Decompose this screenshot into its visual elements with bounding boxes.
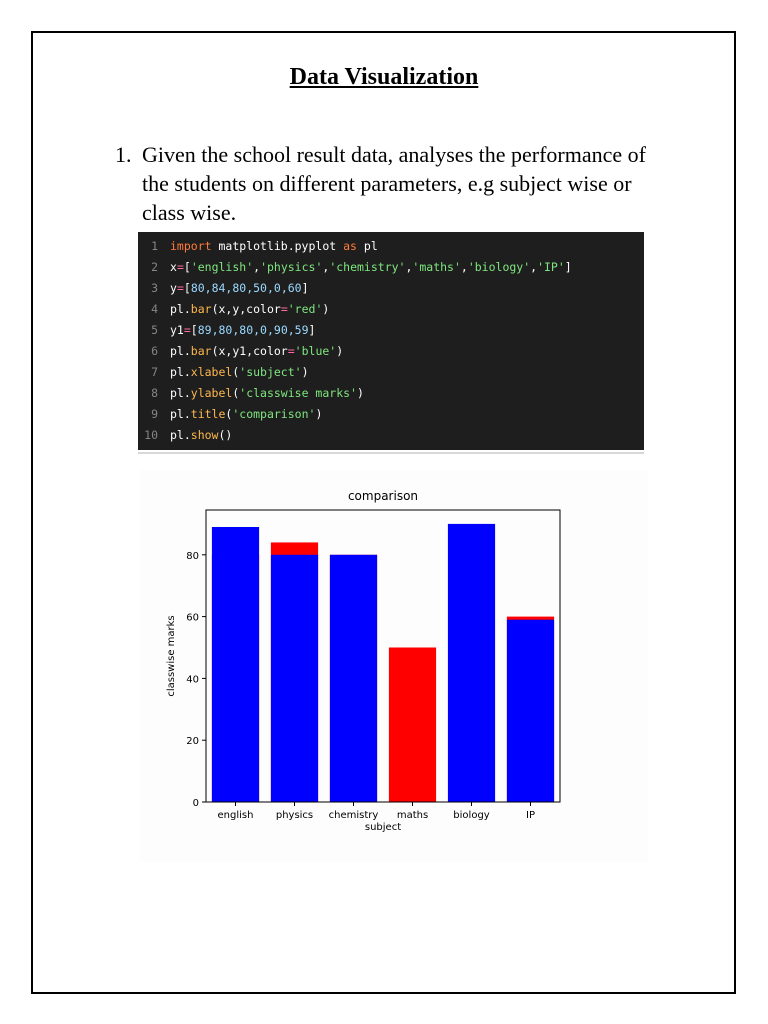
line-number: 9 <box>151 407 158 421</box>
chart-container <box>140 470 648 862</box>
page-title: Data Visualization <box>289 64 479 90</box>
divider <box>138 452 644 454</box>
code-token: x <box>170 260 177 274</box>
line-number: 8 <box>151 386 158 400</box>
code-line <box>138 404 644 425</box>
line-number: 5 <box>151 323 158 337</box>
line-number: 4 <box>151 302 158 316</box>
code-token: ( <box>232 386 240 400</box>
code-token: 'classwise marks' <box>239 386 357 400</box>
code-token: 'maths' <box>412 260 461 274</box>
code-token: ylabel <box>190 386 233 400</box>
code-token: pl. <box>170 407 191 421</box>
code-line <box>138 425 644 446</box>
y-tick-label: 40 <box>186 674 199 686</box>
code-token: ( <box>225 407 233 421</box>
code-token: ) <box>356 386 364 400</box>
code-token: pl. <box>170 386 191 400</box>
x-tick-label-chemistry: chemistry <box>328 810 379 821</box>
code-token: , <box>405 260 413 274</box>
code-line <box>138 320 644 341</box>
y-tick-label: 80 <box>186 550 199 562</box>
code-token: ) <box>322 302 330 316</box>
code-token: 'english' <box>190 260 254 274</box>
x-tick-label-biology: biology <box>453 810 490 821</box>
code-token: 'blue' <box>294 344 337 358</box>
code-token: = <box>280 302 288 316</box>
code-token: title <box>190 407 226 421</box>
code-token: (x,y1,color <box>211 344 288 358</box>
chart-title: comparison <box>347 489 419 503</box>
code-token: bar <box>190 344 212 358</box>
code-token: [ <box>190 323 198 337</box>
code-token: , <box>322 260 330 274</box>
code-token: 'red' <box>287 302 323 316</box>
code-token: () <box>218 428 233 442</box>
code-editor-panel <box>138 232 644 450</box>
bar-IP-series-2 <box>507 620 554 802</box>
bar-biology-series-2 <box>448 524 495 802</box>
line-number: 10 <box>144 428 158 442</box>
x-tick-label-physics: physics <box>275 810 314 821</box>
code-token: matplotlib.pyplot <box>211 239 344 253</box>
x-axis-label: subject <box>364 822 402 833</box>
code-token: 'chemistry' <box>329 260 406 274</box>
code-token: 'biology' <box>467 260 531 274</box>
code-token: = <box>176 281 184 295</box>
code-token: 'subject' <box>239 365 302 379</box>
code-token: = <box>287 344 295 358</box>
code-token: 'IP' <box>537 260 565 274</box>
code-token: , <box>530 260 538 274</box>
code-token: import <box>170 239 212 253</box>
bar-maths-series-1 <box>389 648 436 802</box>
code-token: 89,80,80,0,90,59 <box>197 323 309 337</box>
y-tick-label: 0 <box>192 798 199 809</box>
code-token: show <box>190 428 219 442</box>
code-token: [ <box>183 260 191 274</box>
line-number: 3 <box>151 281 158 295</box>
code-line <box>138 299 644 320</box>
y-axis-label: classwise marks <box>166 615 177 697</box>
question-item <box>115 140 675 227</box>
code-token: pl. <box>170 302 191 316</box>
x-tick-label-maths: maths <box>396 810 429 821</box>
code-token: y1 <box>170 323 184 337</box>
code-token: ] <box>564 260 572 274</box>
line-number: 2 <box>151 260 158 274</box>
code-token: = <box>183 323 191 337</box>
bar-chart <box>140 470 648 862</box>
code-line <box>138 341 644 362</box>
code-line <box>138 257 644 278</box>
code-line <box>138 278 644 299</box>
code-token: pl. <box>170 428 191 442</box>
code-token: 'comparison' <box>232 407 316 421</box>
bar-chemistry-series-2 <box>330 555 377 802</box>
code-line <box>138 236 644 257</box>
code-line <box>138 362 644 383</box>
question-number: 1. <box>115 142 132 167</box>
y-tick-label: 60 <box>186 612 199 624</box>
line-number: 1 <box>151 239 158 253</box>
code-line <box>138 383 644 404</box>
code-token: xlabel <box>190 365 233 379</box>
code-token: bar <box>190 302 212 316</box>
y-tick-label: 20 <box>186 736 199 748</box>
bar-english-series-2 <box>212 527 259 802</box>
code-token: pl. <box>170 365 191 379</box>
question-text: Given the school result data, analyses the performance of the students on different parameters, e.g subject wise or class wise. <box>142 142 646 225</box>
code-token: ) <box>301 365 309 379</box>
code-token: ( <box>232 365 240 379</box>
code-token: ) <box>336 344 344 358</box>
code-token: = <box>176 260 184 274</box>
code-token: ] <box>301 281 309 295</box>
code-token: pl. <box>170 344 191 358</box>
code-token: 'physics' <box>260 260 323 274</box>
code-token: as <box>343 239 357 253</box>
code-token: [ <box>183 281 191 295</box>
code-token: , <box>253 260 261 274</box>
code-token: ] <box>308 323 316 337</box>
line-number: 7 <box>151 365 158 379</box>
bar-physics-series-2 <box>271 555 318 802</box>
code-token: ) <box>315 407 323 421</box>
code-token: pl <box>356 239 378 253</box>
code-token: , <box>460 260 468 274</box>
code-token: (x,y,color <box>211 302 281 316</box>
line-number: 6 <box>151 344 158 358</box>
x-tick-label-english: english <box>217 810 254 821</box>
x-tick-label-IP: IP <box>526 810 535 821</box>
code-token: y <box>170 281 177 295</box>
code-token: 80,84,80,50,0,60 <box>190 281 302 295</box>
